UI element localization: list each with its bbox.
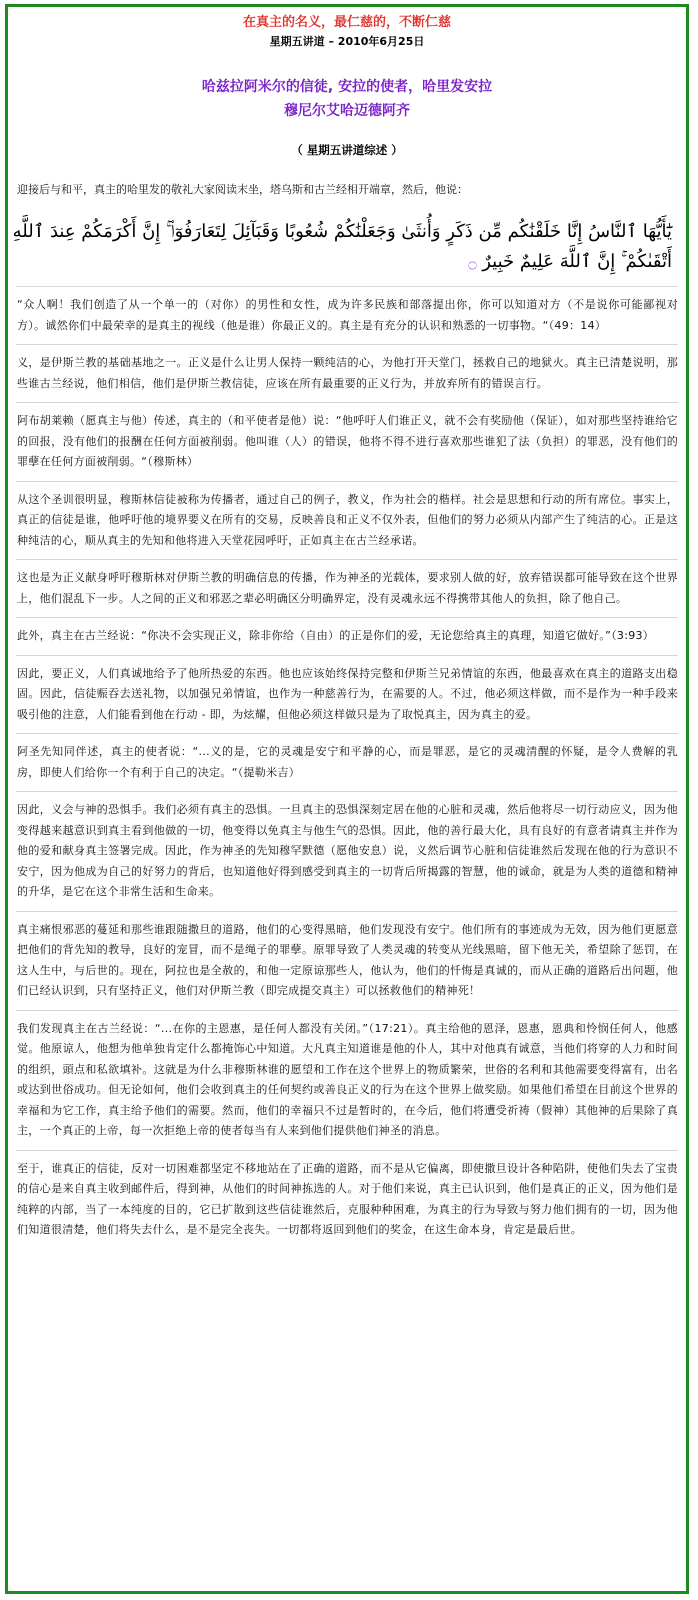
paragraph: 此外，真主在古兰经说：“你决不会实现正义，除非你给（自由）的正是你们的爱，无论您给真主的真理，知道它做好。”（3:93） (17, 629, 655, 642)
paragraph: 真主痛恨邪恶的蔓延和那些谁跟随撒旦的道路，他们的心变得黑暗，他们发现没有安宁。他们所有的事迹成为无效，因为他们更愿意把他们的背先知的教导，良好的宠冒，而不是绳子的罪孽。原罪导致了人类灵魂的转变从光线黑暗，留下他无关，希望除了惩罚，在这人生中，与后世的。现在，阿拉也是全赦的，和他一定原谅那些人，他认为，他们的忏悔是真诚的，而从正确的道路后出问题，他们已经认识到，只有坚持正义，他们对伊斯兰教（即完成提交真主）可以拯救他们的精神死！ (17, 922, 678, 997)
author-title: 哈兹拉阿米尔的信徒, 安拉的使者，哈里发安拉 (201, 79, 493, 95)
verse-text: يَٰٓأَيُّهَا ٱلنَّاسُ إِنَّا خَلَقْنَٰكُم مِّن ذَكَرٍ وَأُنثَىٰ وَجَعَلْنَٰكُمْ شُعُوبًا وَقَبَآئِلَ لِتَعَارَفُوٓا۟ ۚ إِنَّ أَكْرَمَكُمْ عِندَ ٱللَّهِ أَتْقَىٰكُمْ ۚ إِنَّ ٱللَّهَ عَلِيمٌ خَبِيرٌ (12, 221, 672, 272)
paragraph: 从这个圣训很明显，穆斯林信徒被称为传播者，通过自己的例子，教义，作为社会的楷样。社会是思想和行动的所有席位。事实上，真正的信徒是谁，他呼吁他的境界要义在所有的交易，反映善良和正义不仅外表，但他们的努力必须从内部产生了纯洁的心。正是这种纯洁的心，顺从真主的先知和他将进入天堂花园呼吁，正如真主在古兰经承诺。 (17, 492, 678, 547)
paragraph-list (8, 287, 686, 1249)
header (8, 13, 686, 159)
content-frame (5, 4, 689, 1594)
paragraph: 义，是伊斯兰教的基础基地之一。正义是什么让男人保持一颗纯洁的心，为他打开天堂门，拯救自己的地狱火。真主已清楚说明，那些谁古兰经说，他们相信，他们是伊斯兰教信徒，应该在所有最重要的正义行为，并放弃所有的错误言行。 (17, 356, 678, 390)
page-title: 在真主的名义，最仁慈的，不断仁慈 (242, 15, 451, 30)
summary-label: （ 星期五讲道综述 ） (291, 143, 403, 157)
paragraph: 因此，义会与神的恐惧手。我们必须有真主的恐惧。一旦真主的恐惧深刻定居在他的心脏和灵魂，然后他将尽一切行动应义，因为他变得越来越意识到真主看到他做的一切，他变得以免真主与他生气的恐惧。因此，他的善行最大化，具有良好的有意者请真主并作为他的爱和献身真主签署完成。因此，作为神圣的先知穆罕默德（愿他安息）说，义然后调节心脏和信徒谁然后发现在他的行为意识不安宁，因为他成为自己的好努力的背后，也知道他好得到感受到真主的一切背后所揭露的智慧，他的诚命，就是为人类的道德和精神的升华，是它在这个非常生活和生命来。 (17, 803, 678, 898)
paragraph: 至于，谁真正的信徒，反对一切困难都坚定不移地站在了正确的道路，而不是从它偏离，即使撒旦设计各种陷阱，使他们失去了宝贵的信心是来自真主收到邮件后，得到神，从他们的时间神拣选的人。对于他们来说，真主已认识到，他们是真正的正义，因为他们是纯粹的内部，当了一本纯度的目的，它已扩散到这些信徒谁然后，克服种种困难，为真主的行为导致与努力他们拥有的一切，因为他们知道很清楚，他们将失去什么，是不是完全丧失。一切都将返回到他们的奖金，在这生命本身，肯定是最后世。 (17, 1161, 678, 1236)
paragraph: 阿圣先知同伴述，真主的使者说：“...义的是，它的灵魂是安宁和平静的心，而是罪恶，是它的灵魂清醒的怀疑，是令人费解的乳房，即使人们给你一个有利于自己的决定。“（提勒米吉） (17, 745, 678, 779)
paragraph: 这也是为正义献身呼吁穆斯林对伊斯兰教的明确信息的传播，作为神圣的光载体，要求别人做的好，放弃错误都可能导致在这个世界上，他们混乱下一步。人之间的正义和邪恶之辈必明确区分明确界定，没有灵魂永远不得携带其他人的负担，除了他自己。 (17, 571, 678, 605)
paragraph: 我们发现真主在古兰经说：“...在你的主恩惠，是任何人都没有关闭。”（17:21）。真主给他的恩泽，恩惠，恩典和怜悯任何人，他感觉。他原谅人，他想为他单独肯定什么都掩饰心中知道。大凡真主知道谁是他的仆人，其中对他真有诚意，当他们将穿的人力和时间的组织，頭点和私欲填补。这就是为什么非穆斯林谁的愿望和工作在这个世界上的物质繁荣，世俗的名利和其他需要变得富有，出名或达到世俗成功。但无论如何，他们会收到真主的任何契约或善良正义的行为在这个世界上做奖励。如果他们希望在目前这个世界的幸福和为它工作，真主给予他们的需要。然而，他们的幸福只不过是暂时的，在今后，他们将遭受祈祷（假神）其他神的后果除了真主，一个真正的上帝，每一次拒绝上帝的使者每当有人来到他们提供他们神圣的消息。 (17, 1021, 678, 1137)
quran-verse (8, 217, 686, 278)
paragraph: “众人啊！我们创造了从一个单一的（对你）的男性和女性，成为许多民族和部落提出你，你可以知道对方（不是说你可能鄙视对方）。诚然你们中最荣幸的是真主的视线（他是谁）你最正义的。真主是有充分的认识和熟悉的一切事物。“（49：14） (17, 298, 678, 332)
verse-end-icon: ۝ (468, 255, 477, 271)
sermon-date: 星期五讲道 – 2010年6月25日 (269, 35, 425, 48)
author-name: 穆尼尔艾哈迈德阿齐 (284, 103, 410, 119)
intro-text: 迎接后与和平，真主的哈里发的敬礼大家阅读末坐，塔乌斯和古兰经相开端章，然后，他说： (17, 183, 468, 196)
paragraph: 因此，要正义，人们真诚地给予了他所热爱的东西。他也应该始终保持完整和伊斯兰兄弟情谊的东西，他最喜欢在真主的道路支出稳固。因此，信徒赈吞去送礼物，以加强兄弟情谊，也作为一种慈善行为，在需要的人。不过，他必须这样做，而不是作为一种手段来吸引他的注意，人们能看到他在行动 - 即，为炫耀，但他必须这样做只是为了取悦真主，因为真主的爱。 (17, 666, 678, 721)
paragraph: 阿布胡莱赖（愿真主与他）传述，真主的（和平使者是他）说：“他呼吁人们谁正义，就不会有奖励他（保证），如对那些坚持谁给它的回报，没有他们的报酬在任何方面被削弱。他叫谁（人）的错误，他将不得不进行喜欢那些谁犯了法（负担）的罪恶，没有他们的罪孽在任何方面被削弱。“（穆斯林） (17, 414, 678, 468)
